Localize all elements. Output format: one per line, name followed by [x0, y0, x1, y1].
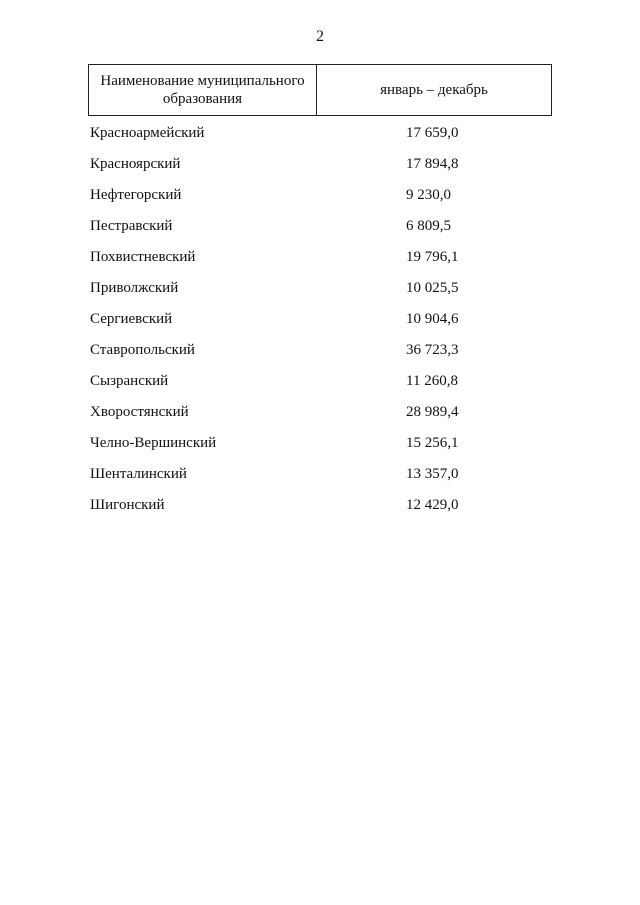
municipality-name: Приволжский: [90, 280, 179, 296]
municipality-value: 10 904,6: [406, 311, 459, 327]
municipality-value: 12 429,0: [406, 497, 459, 513]
table-row: [90, 149, 550, 180]
municipality-name: Шигонский: [90, 497, 165, 513]
table-row: [90, 428, 550, 459]
header-municipality-line1: Наименование муниципального: [100, 73, 305, 89]
table-row: [90, 335, 550, 366]
table-row: [90, 459, 550, 490]
municipality-name: Пестравский: [90, 218, 173, 234]
municipality-value: 28 989,4: [406, 404, 459, 420]
municipality-value: 9 230,0: [406, 187, 451, 203]
municipality-value: 19 796,1: [406, 249, 459, 265]
municipality-name: Красноярский: [90, 156, 181, 172]
table-row: [90, 118, 550, 149]
municipality-name: Челно-Вершинский: [90, 435, 217, 451]
municipality-name: Похвистневский: [90, 249, 196, 265]
municipality-value: 36 723,3: [406, 342, 459, 358]
header-municipality-line2: образования: [162, 91, 243, 107]
table-header: [88, 64, 552, 116]
municipality-value: 10 025,5: [406, 280, 459, 296]
municipality-value: 6 809,5: [406, 218, 451, 234]
table-row: [90, 180, 550, 211]
table-body: [90, 118, 550, 521]
municipality-name: Сызранский: [90, 373, 169, 389]
table-row: [90, 304, 550, 335]
table-row: [90, 490, 550, 521]
municipality-name: Ставропольский: [90, 342, 195, 358]
table-row: [90, 397, 550, 428]
municipality-value: 15 256,1: [406, 435, 459, 451]
municipality-value: 17 659,0: [406, 125, 459, 141]
table-row: [90, 211, 550, 242]
municipality-value: 17 894,8: [406, 156, 459, 172]
municipality-name: Сергиевский: [90, 311, 173, 327]
municipality-name: Нефтегорский: [90, 187, 182, 203]
header-municipality-column: [89, 65, 317, 115]
table-row: [90, 366, 550, 397]
municipality-name: Хворостянский: [90, 404, 189, 420]
table-row: [90, 242, 550, 273]
municipality-value: 11 260,8: [406, 373, 458, 389]
page-number: 2: [316, 28, 324, 45]
municipality-value: 13 357,0: [406, 466, 459, 482]
header-period-column: январь – декабрь: [380, 81, 488, 98]
municipality-name: Шенталинский: [90, 466, 187, 482]
municipality-name: Красноармейский: [90, 125, 205, 141]
table-row: [90, 273, 550, 304]
